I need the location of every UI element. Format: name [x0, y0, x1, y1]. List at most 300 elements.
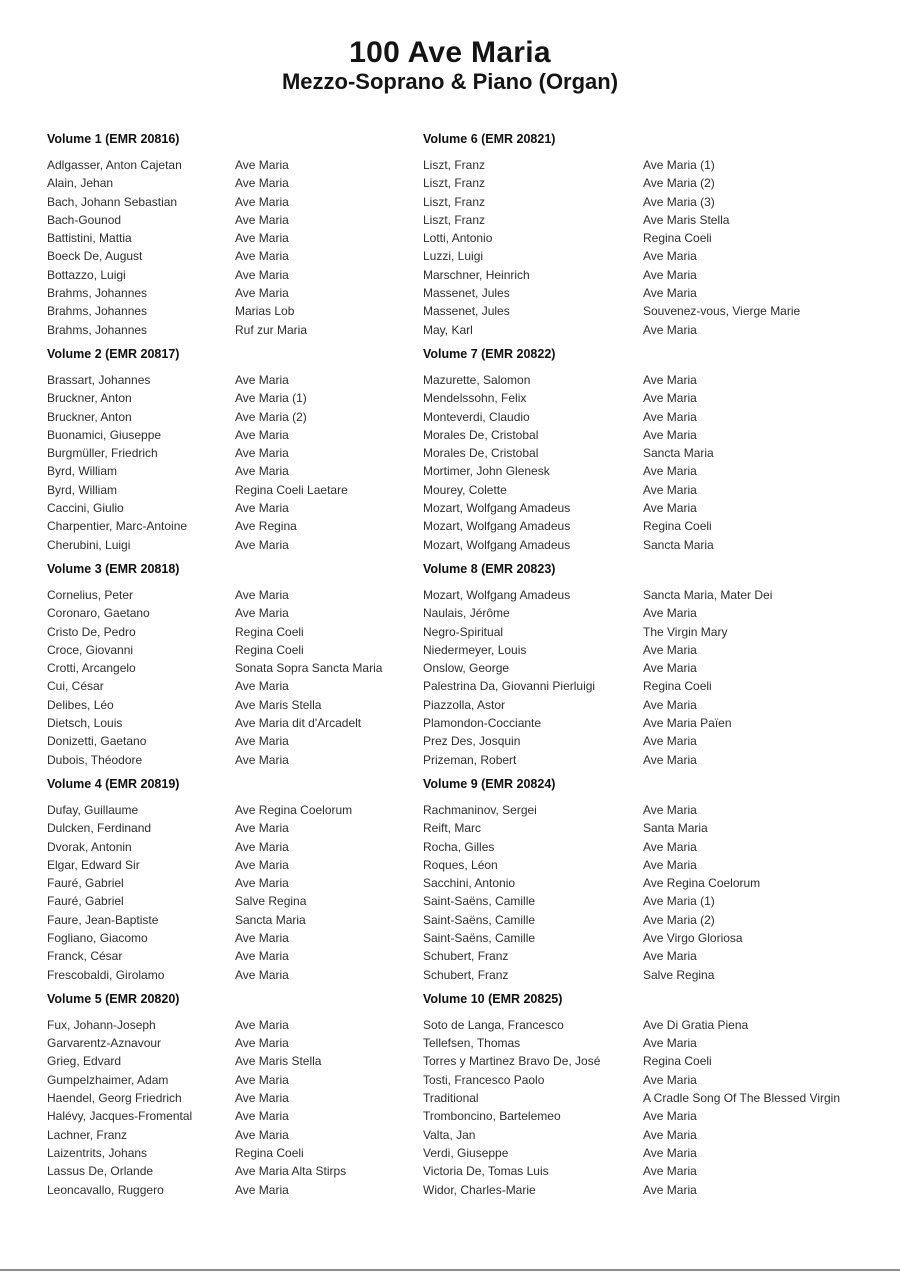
- work-title: Ave Maria: [643, 1036, 697, 1051]
- volume-section: [423, 130, 880, 339]
- volume-section: [47, 130, 423, 339]
- catalog-entry-row: [47, 1089, 423, 1107]
- catalog-entry-row: [423, 892, 880, 910]
- catalog-entry-row: [47, 371, 423, 389]
- work-title: Ave Maria: [643, 802, 697, 817]
- catalog-entry-row: [47, 966, 423, 984]
- composer-name: Liszt, Franz: [423, 194, 486, 209]
- catalog-entry-row: [423, 801, 880, 819]
- composer-name: Reift, Marc: [423, 821, 482, 836]
- catalog-entry-row: [423, 481, 880, 499]
- composer-name: Caccini, Giulio: [47, 501, 124, 516]
- composer-name: Mourey, Colette: [423, 482, 507, 497]
- catalog-entry-row: [47, 623, 423, 641]
- work-title: Sancta Maria: [643, 537, 714, 552]
- composer-name: Haendel, Georg Friedrich: [47, 1091, 182, 1106]
- composer-name: Bruckner, Anton: [47, 409, 132, 424]
- composer-name: Dietsch, Louis: [47, 716, 123, 731]
- composer-name: Fogliano, Giacomo: [47, 930, 148, 945]
- composer-name: Liszt, Franz: [423, 176, 486, 191]
- catalog-entry-row: [423, 426, 880, 444]
- right-column: [423, 130, 880, 1205]
- composer-name: Cherubini, Luigi: [47, 537, 131, 552]
- work-title: Ave Maria: [235, 194, 289, 209]
- catalog-entry-row: [423, 947, 880, 965]
- volume-section: [47, 990, 423, 1199]
- work-title: Ave Maria: [235, 158, 289, 172]
- volume-entries: [423, 371, 880, 554]
- work-title: Regina Coeli Laetare: [235, 482, 348, 497]
- catalog-entry-row: [423, 1016, 880, 1034]
- composer-name: Negro-Spiritual: [423, 624, 504, 639]
- catalog-entry-row: [47, 266, 423, 284]
- catalog-entry-row: [423, 696, 880, 714]
- work-title: Ave Maria: [235, 372, 289, 387]
- work-title: Ave Maria: [235, 1017, 289, 1032]
- work-title: Santa Maria: [643, 821, 708, 836]
- catalog-entry-row: [423, 229, 880, 247]
- work-title: Ave Maria Alta Stirps: [235, 1164, 347, 1179]
- catalog-entry-row: [47, 229, 423, 247]
- catalog-entry-row: [47, 284, 423, 302]
- composer-name: Bruckner, Anton: [47, 391, 132, 406]
- composer-name: Buonamici, Giuseppe: [47, 427, 162, 442]
- composer-name: Schubert, Franz: [423, 967, 509, 982]
- catalog-entry-row: [423, 1181, 880, 1199]
- catalog-entry-row: [47, 444, 423, 462]
- work-title: Ruf zur Maria: [235, 322, 308, 337]
- work-title: Ave Maria: [235, 734, 289, 749]
- work-title: Ave Maria (1): [235, 391, 307, 406]
- work-title: Sonata Sopra Sancta Maria: [235, 661, 383, 676]
- volume-entries: [423, 586, 880, 769]
- catalog-entry-row: [47, 302, 423, 320]
- composer-name: Boeck De, August: [47, 249, 143, 264]
- work-title: Ave Maria: [235, 212, 289, 227]
- work-title: Ave Maria: [235, 537, 289, 552]
- work-title: Ave Maria (3): [643, 194, 715, 209]
- catalog-entry-row: [423, 856, 880, 874]
- work-title: Ave Maris Stella: [235, 697, 322, 712]
- catalog-entry-row: [423, 751, 880, 769]
- catalog-entry-row: [47, 801, 423, 819]
- catalog-entry-row: [423, 408, 880, 426]
- composer-name: Frescobaldi, Girolamo: [47, 967, 165, 982]
- work-title: Salve Regina: [235, 894, 307, 909]
- work-title: Regina Coeli: [235, 1145, 304, 1160]
- work-title: Sancta Maria, Mater Dei: [643, 587, 773, 602]
- catalog-entry-row: [47, 586, 423, 604]
- catalog-entry-row: [47, 1016, 423, 1034]
- composer-name: Dufay, Guillaume: [47, 802, 139, 817]
- work-title: Ave Maria: [643, 391, 697, 406]
- catalog-entry-row: [423, 371, 880, 389]
- catalog-entry-row: [423, 462, 880, 480]
- work-title: Ave Maria: [643, 409, 697, 424]
- work-title: Ave Maris Stella: [235, 1054, 322, 1069]
- composer-name: Schubert, Franz: [423, 949, 509, 964]
- volume-heading: Volume 4 (EMR 20819): [47, 776, 180, 791]
- composer-name: Liszt, Franz: [423, 158, 486, 172]
- catalog-entry-row: [423, 284, 880, 302]
- composer-name: Palestrina Da, Giovanni Pierluigi: [423, 679, 596, 694]
- composer-name: Tellefsen, Thomas: [423, 1036, 521, 1051]
- work-title: Ave Maria (2): [643, 176, 715, 191]
- work-title: Ave Maria: [643, 1164, 697, 1179]
- catalog-entry-row: [47, 604, 423, 622]
- catalog-entry-row: [47, 1052, 423, 1070]
- composer-name: Saint-Saëns, Camille: [423, 894, 536, 909]
- catalog-entry-row: [423, 641, 880, 659]
- work-title: Ave Virgo Gloriosa: [643, 930, 743, 945]
- work-title: Ave Di Gratia Piena: [643, 1017, 749, 1032]
- composer-name: Prizeman, Robert: [423, 752, 517, 767]
- volume-entries: [47, 801, 423, 984]
- catalog-entry-row: [47, 174, 423, 192]
- composer-name: Bottazzo, Luigi: [47, 267, 126, 282]
- composer-name: Lassus De, Orlande: [47, 1164, 154, 1179]
- catalog-entry-row: [423, 623, 880, 641]
- volume-section: [47, 345, 423, 554]
- work-title: Ave Maria: [235, 876, 289, 891]
- volume-section: [47, 560, 423, 769]
- work-title: Ave Maria: [235, 821, 289, 836]
- composer-name: Verdi, Giuseppe: [423, 1145, 509, 1160]
- catalog-entry-row: [423, 389, 880, 407]
- volume-heading: Volume 1 (EMR 20816): [47, 132, 180, 146]
- volume-heading: Volume 5 (EMR 20820): [47, 991, 180, 1006]
- composer-name: Garvarentz-Aznavour: [47, 1036, 162, 1051]
- left-column: [47, 130, 423, 1205]
- catalog-entry-row: [423, 517, 880, 535]
- catalog-entry-row: [47, 462, 423, 480]
- work-title: Ave Maria: [235, 587, 289, 602]
- volume-section: [423, 990, 880, 1199]
- catalog-entry-row: [47, 838, 423, 856]
- catalog-entry-row: [47, 714, 423, 732]
- work-title: Sancta Maria: [643, 446, 714, 461]
- volume-heading: Volume 8 (EMR 20823): [423, 561, 556, 576]
- catalog-entry-row: [423, 1107, 880, 1125]
- composer-name: Cristo De, Pedro: [47, 624, 136, 639]
- composer-name: Victoria De, Tomas Luis: [423, 1164, 549, 1179]
- composer-name: Charpentier, Marc-Antoine: [47, 519, 188, 534]
- composer-name: Brahms, Johannes: [47, 322, 148, 337]
- composer-name: Prez Des, Josquin: [423, 734, 521, 749]
- catalog-entry-row: [423, 156, 880, 174]
- catalog-entry-row: [47, 536, 423, 554]
- composer-name: Saint-Saëns, Camille: [423, 912, 536, 927]
- composer-name: Franck, César: [47, 949, 123, 964]
- work-title: Ave Maria: [643, 697, 697, 712]
- composer-name: Fauré, Gabriel: [47, 876, 124, 891]
- work-title: Ave Maria: [235, 267, 289, 282]
- composer-name: Sacchini, Antonio: [423, 876, 516, 891]
- work-title: Ave Maria: [235, 679, 289, 694]
- catalog-entry-row: [47, 1071, 423, 1089]
- composer-name: Dulcken, Ferdinand: [47, 821, 152, 836]
- composer-name: Massenet, Jules: [423, 286, 510, 301]
- volume-heading: Volume 10 (EMR 20825): [423, 991, 563, 1006]
- composer-name: Mazurette, Salomon: [423, 372, 531, 387]
- work-title: Ave Maria: [643, 606, 697, 621]
- work-title: Ave Maria: [643, 267, 697, 282]
- composer-name: Crotti, Arcangelo: [47, 661, 136, 676]
- composer-name: Traditional: [423, 1091, 479, 1106]
- work-title: Ave Maria: [643, 949, 697, 964]
- work-title: Ave Maria: [235, 1036, 289, 1051]
- work-title: Ave Regina: [235, 519, 297, 534]
- composer-name: Faure, Jean-Baptiste: [47, 912, 159, 927]
- composer-name: Roques, Léon: [423, 857, 498, 872]
- work-title: Regina Coeli: [643, 231, 712, 246]
- composer-name: Cornelius, Peter: [47, 587, 134, 602]
- work-title: Ave Maria: [235, 464, 289, 479]
- volume-section: [47, 775, 423, 984]
- work-title: Ave Maris Stella: [643, 212, 730, 227]
- composer-name: Saint-Saëns, Camille: [423, 930, 536, 945]
- catalog-entry-row: [423, 1071, 880, 1089]
- catalog-entry-row: [423, 929, 880, 947]
- catalog-entry-row: [423, 714, 880, 732]
- composer-name: Mozart, Wolfgang Amadeus: [423, 537, 571, 552]
- volume-entries: [423, 156, 880, 339]
- catalog-entry-row: [423, 266, 880, 284]
- work-title: Ave Maria: [643, 642, 697, 657]
- work-title: Ave Maria: [643, 734, 697, 749]
- composer-name: Delibes, Léo: [47, 697, 114, 712]
- work-title: Ave Maria: [643, 286, 697, 301]
- composer-name: Elgar, Edward Sir: [47, 857, 140, 872]
- work-title: Ave Maria: [643, 249, 697, 264]
- catalog-entry-row: [47, 819, 423, 837]
- work-title: Regina Coeli: [643, 1054, 712, 1069]
- page-header: [0, 37, 900, 95]
- composer-name: Croce, Giovanni: [47, 642, 134, 657]
- work-title: Ave Regina Coelorum: [643, 876, 761, 891]
- volume-heading: Volume 3 (EMR 20818): [47, 561, 180, 576]
- composer-name: Adlgasser, Anton Cajetan: [47, 158, 182, 172]
- composer-name: Plamondon-Cocciante: [423, 716, 542, 731]
- composer-name: Rachmaninov, Sergei: [423, 802, 537, 817]
- catalog-entry-row: [423, 1162, 880, 1180]
- composer-name: Mozart, Wolfgang Amadeus: [423, 519, 571, 534]
- composer-name: Soto de Langa, Francesco: [423, 1017, 564, 1032]
- work-title: Ave Maria: [643, 839, 697, 854]
- catalog-entry-row: [47, 641, 423, 659]
- composer-name: Leoncavallo, Ruggero: [47, 1182, 164, 1197]
- catalog-entry-row: [47, 1126, 423, 1144]
- catalog-entry-row: [47, 517, 423, 535]
- catalog-entry-row: [47, 1162, 423, 1180]
- catalog-entry-row: [423, 1052, 880, 1070]
- catalog-entry-row: [423, 247, 880, 265]
- volume-section: [423, 345, 880, 554]
- work-title: Ave Maria (1): [643, 158, 715, 172]
- work-title: Ave Maria: [643, 857, 697, 872]
- composer-name: Fauré, Gabriel: [47, 894, 124, 909]
- composer-name: Torres y Martinez Bravo De, José: [423, 1054, 601, 1069]
- catalog-entry-row: [47, 911, 423, 929]
- work-title: Ave Maria: [643, 1145, 697, 1160]
- work-title: Ave Maria: [235, 501, 289, 516]
- catalog-entry-row: [47, 1144, 423, 1162]
- catalog-entry-row: [423, 174, 880, 192]
- work-title: Sancta Maria: [235, 912, 306, 927]
- work-title: Ave Maria: [643, 1109, 697, 1124]
- volume-heading: Volume 9 (EMR 20824): [423, 776, 556, 791]
- catalog-entry-row: [47, 389, 423, 407]
- composer-name: Burgmüller, Friedrich: [47, 446, 158, 461]
- composer-name: Gumpelzhaimer, Adam: [47, 1072, 169, 1087]
- work-title: Ave Maria: [643, 501, 697, 516]
- work-title: Ave Maria: [235, 839, 289, 854]
- composer-name: Widor, Charles-Marie: [423, 1182, 536, 1197]
- composer-name: Mortimer, John Glenesk: [423, 464, 550, 479]
- composer-name: Liszt, Franz: [423, 212, 486, 227]
- catalog-entry-row: [423, 1089, 880, 1107]
- work-title: Ave Maria: [643, 1072, 697, 1087]
- volume-columns: [47, 130, 880, 1205]
- work-title: Marias Lob: [235, 304, 295, 319]
- work-title: The Virgin Mary: [643, 624, 728, 639]
- work-title: Ave Maria: [643, 464, 697, 479]
- catalog-entry-row: [423, 211, 880, 229]
- catalog-entry-row: [423, 1034, 880, 1052]
- page-bottom-edge: [0, 1269, 900, 1271]
- composer-name: Monteverdi, Claudio: [423, 409, 530, 424]
- volume-entries: [423, 801, 880, 984]
- catalog-entry-row: [47, 677, 423, 695]
- work-title: Ave Maria: [235, 1127, 289, 1142]
- catalog-entry-row: [47, 1034, 423, 1052]
- composer-name: Piazzolla, Astor: [423, 697, 506, 712]
- composer-name: May, Karl: [423, 322, 473, 337]
- catalog-entry-row: [47, 929, 423, 947]
- work-title: Ave Maria: [235, 1109, 289, 1124]
- volume-entries: [47, 371, 423, 554]
- catalog-entry-row: [423, 838, 880, 856]
- work-title: Ave Maria: [235, 1091, 289, 1106]
- work-title: Souvenez-vous, Vierge Marie: [643, 304, 801, 319]
- work-title: Ave Maria: [235, 427, 289, 442]
- work-title: Ave Regina Coelorum: [235, 802, 353, 817]
- work-title: Ave Maria: [235, 231, 289, 246]
- volume-heading: Volume 2 (EMR 20817): [47, 346, 180, 361]
- catalog-entry-row: [47, 947, 423, 965]
- composer-name: Massenet, Jules: [423, 304, 510, 319]
- composer-name: Morales De, Cristobal: [423, 446, 539, 461]
- catalog-entry-row: [423, 966, 880, 984]
- catalog-entry-row: [47, 751, 423, 769]
- catalog-entry-row: [423, 444, 880, 462]
- work-title: Ave Maria (1): [643, 894, 715, 909]
- page-title: 100 Ave Maria: [349, 36, 551, 69]
- composer-name: Byrd, William: [47, 464, 118, 479]
- work-title: Ave Maria Païen: [643, 716, 732, 731]
- composer-name: Dvorak, Antonin: [47, 839, 132, 854]
- composer-name: Lachner, Franz: [47, 1127, 128, 1142]
- catalog-entry-row: [423, 819, 880, 837]
- work-title: Ave Maria: [643, 752, 697, 767]
- catalog-entry-row: [47, 481, 423, 499]
- work-title: Ave Maria: [235, 1072, 289, 1087]
- catalog-entry-row: [423, 677, 880, 695]
- volume-entries: [47, 1016, 423, 1199]
- work-title: Ave Maria: [235, 249, 289, 264]
- catalog-entry-row: [423, 874, 880, 892]
- work-title: A Cradle Song Of The Blessed Virgin: [643, 1091, 841, 1106]
- work-title: Ave Maria: [235, 752, 289, 767]
- catalog-entry-row: [47, 156, 423, 174]
- work-title: Ave Maria: [235, 286, 289, 301]
- composer-name: Valta, Jan: [423, 1127, 476, 1142]
- work-title: Ave Maria: [235, 930, 289, 945]
- work-title: Regina Coeli: [235, 642, 304, 657]
- catalog-entry-row: [423, 321, 880, 339]
- work-title: Regina Coeli: [235, 624, 304, 639]
- composer-name: Halévy, Jacques-Fromental: [47, 1109, 193, 1124]
- composer-name: Dubois, Théodore: [47, 752, 143, 767]
- catalog-entry-row: [47, 856, 423, 874]
- composer-name: Brassart, Johannes: [47, 372, 151, 387]
- work-title: Regina Coeli: [643, 679, 712, 694]
- work-title: Ave Maria: [643, 1127, 697, 1142]
- composer-name: Onslow, George: [423, 661, 510, 676]
- composer-name: Mozart, Wolfgang Amadeus: [423, 587, 571, 602]
- work-title: Ave Maria (2): [235, 409, 307, 424]
- work-title: Ave Maria: [235, 1182, 289, 1197]
- volume-heading: Volume 6 (EMR 20821): [423, 132, 556, 146]
- volume-section: [423, 775, 880, 984]
- catalog-entry-row: [423, 586, 880, 604]
- volume-entries: [47, 586, 423, 769]
- composer-name: Luzzi, Luigi: [423, 249, 484, 264]
- composer-name: Brahms, Johannes: [47, 286, 148, 301]
- catalog-entry-row: [47, 1181, 423, 1199]
- composer-name: Alain, Jehan: [47, 176, 114, 191]
- catalog-entry-row: [47, 426, 423, 444]
- work-title: Ave Maria: [235, 176, 289, 191]
- work-title: Ave Maria dit d'Arcadelt: [235, 716, 362, 731]
- volume-entries: [423, 1016, 880, 1199]
- work-title: Ave Maria: [235, 949, 289, 964]
- work-title: Ave Maria: [235, 606, 289, 621]
- composer-name: Cui, César: [47, 679, 104, 694]
- composer-name: Grieg, Edvard: [47, 1054, 122, 1069]
- work-title: Ave Maria: [643, 1182, 697, 1197]
- catalog-entry-row: [47, 892, 423, 910]
- volume-section: [423, 560, 880, 769]
- composer-name: Naulais, Jérôme: [423, 606, 510, 621]
- composer-name: Battistini, Mattia: [47, 231, 132, 246]
- work-title: Salve Regina: [643, 967, 715, 982]
- catalog-entry-row: [47, 659, 423, 677]
- composer-name: Bach, Johann Sebastian: [47, 194, 178, 209]
- composer-name: Tosti, Francesco Paolo: [423, 1072, 545, 1087]
- work-title: Ave Maria: [643, 482, 697, 497]
- catalog-entry-row: [47, 247, 423, 265]
- catalog-entry-row: [423, 732, 880, 750]
- catalog-entry-row: [423, 1144, 880, 1162]
- composer-name: Laizentrits, Johans: [47, 1145, 148, 1160]
- work-title: Ave Maria: [643, 427, 697, 442]
- work-title: Ave Maria: [235, 446, 289, 461]
- catalog-entry-row: [423, 193, 880, 211]
- composer-name: Donizetti, Gaetano: [47, 734, 147, 749]
- catalog-entry-row: [423, 911, 880, 929]
- work-title: Ave Maria (2): [643, 912, 715, 927]
